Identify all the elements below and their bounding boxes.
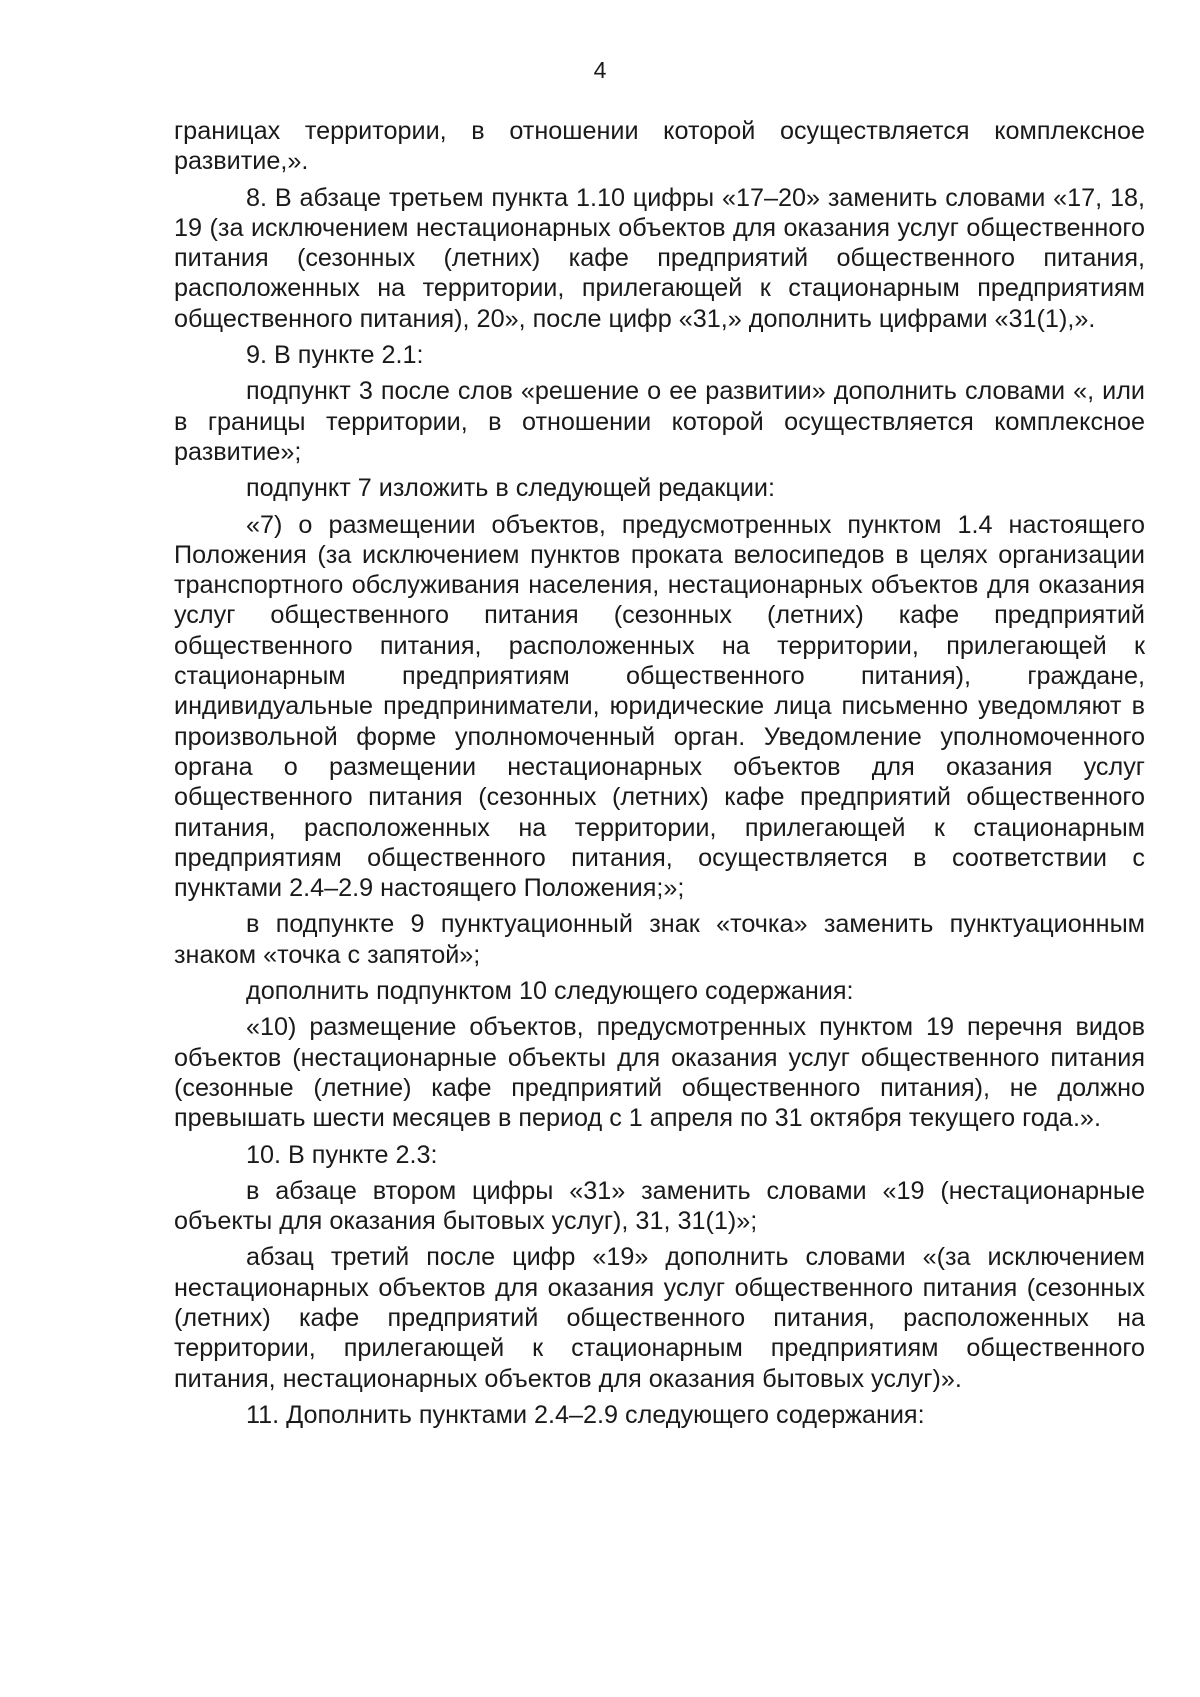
paragraph-continuation: границах территории, в отношении которой осуществляется комплексное развитие,». [174, 117, 1145, 176]
paragraph-item-8: 8. В абзаце третьем пункта 1.10 цифры «17–20» заменить словами «17, 18, 19 (за исключением нестационарных объектов для оказания услуг общественного питания (сезонных (летних) кафе предприятий общественного питания, расположенных на территории, прилегающей к стационарным предприятиям общественного питания), 20», после цифр «31,» дополнить цифрами «31(1),». [174, 183, 1145, 333]
document-body [174, 116, 1145, 1436]
paragraph-subitem-10-text: «10) размещение объектов, предусмотренных пунктом 19 перечня видов объектов (нестационарные объекты для оказания услуг общественного питания (сезонные (летние) кафе предприятий общественного питания), не должно превышать шести месяцев в период с 1 апреля по 31 октября текущего года.». [174, 1013, 1145, 1133]
paragraph-subitem-10-intro: дополнить подпунктом 10 следующего содержания: [246, 977, 854, 1006]
paragraph-subitem-3: подпункт 3 после слов «решение о ее развитии» дополнить словами «, или в границы территории, в отношении которой осуществляется комплексное развитие»; [174, 377, 1145, 466]
paragraph-subitem-9: в подпункте 9 пунктуационный знак «точка» заменить пунктуационным знаком «точка с запятой»; [174, 910, 1145, 969]
paragraph-subitem-7-text: «7) о размещении объектов, предусмотренных пунктом 1.4 настоящего Положения (за исключением пунктов проката велосипедов в целях организации транспортного обслуживания населения, нестационарных объектов для оказания услуг общественного питания (сезонных (летних) кафе предприятий общественного питания, расположенных на территории, прилегающей к стационарным предприятиям общественного питания), граждане, индивидуальные предприниматели, юридические лица письменно уведомляют в произвольной форме уполномоченный орган. Уведомление уполномоченного органа о размещении нестационарных объектов для оказания услуг общественного питания (сезонных (летних) кафе предприятий общественного питания, расположенных на территории, прилегающей к стационарным предприятиям общественного питания, осуществляется в соответствии с пунктами 2.4–2.9 настоящего Положения;»; [174, 510, 1145, 903]
paragraph-item-9-heading: 9. В пункте 2.1: [246, 341, 424, 370]
paragraph-subitem-7-intro: подпункт 7 изложить в следующей редакции: [246, 474, 775, 503]
page-number: 4 [593, 57, 607, 83]
paragraph-item-10-second: в абзаце втором цифры «31» заменить словами «19 (нестационарные объекты для оказания бытовых услуг), 31, 31(1)»; [174, 1176, 1145, 1236]
paragraph-item-11: 11. Дополнить пунктами 2.4–2.9 следующего содержания: [246, 1400, 925, 1429]
paragraph-item-10-third: абзац третий после цифр «19» дополнить словами «(за исключением нестационарных объектов для оказания услуг общественного питания (сезонных (летних) кафе предприятий общественного питания, расположенных на территории, прилегающей к стационарным предприятиям общественного питания, нестационарных объектов для оказания бытовых услуг)». [174, 1243, 1145, 1393]
paragraph-item-10-heading: 10. В пункте 2.3: [246, 1140, 438, 1169]
